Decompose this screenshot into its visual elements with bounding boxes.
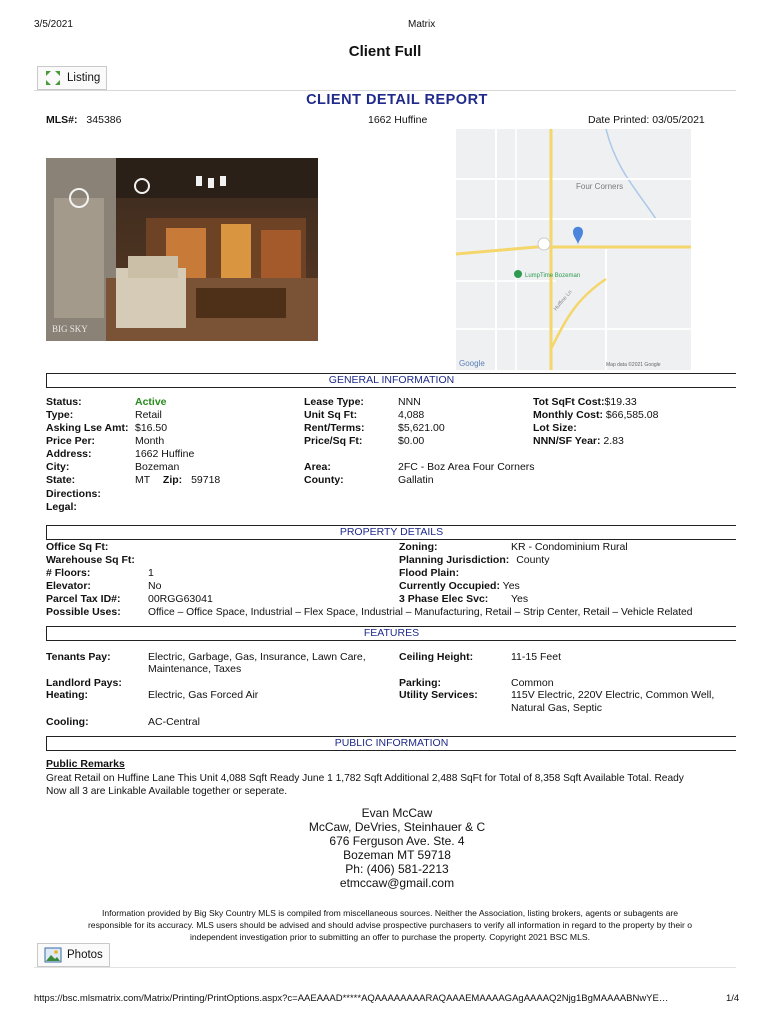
page-title: Client Full <box>348 43 422 60</box>
field-label: Monthly Cost: <box>533 409 603 421</box>
mls-number <box>46 114 121 126</box>
location-map[interactable] <box>456 129 691 370</box>
photos-button-label: Photos <box>67 949 103 961</box>
field-label: Zoning: <box>399 541 438 553</box>
field-value: Gallatin <box>398 474 434 486</box>
field-value: $0.00 <box>398 435 425 447</box>
field-value: KR - Condominium Rural <box>511 541 628 553</box>
field-value: $5,621.00 <box>398 422 445 434</box>
field-label: Directions: <box>46 488 101 500</box>
field-value: $16.50 <box>135 422 168 434</box>
mls-value: 345386 <box>86 114 122 126</box>
disclaimer-text: Information provided by Big Sky Country MLS is compiled from miscellaneous sources. Neither the Association, listing brokers, agents or subagents are <box>101 908 679 918</box>
field-value: 00RGG63041 <box>148 593 213 605</box>
state-value: MT <box>135 474 150 486</box>
map-attribution: Map data ©2021 Google <box>606 362 661 368</box>
field-value <box>135 474 220 487</box>
image-icon <box>44 947 62 963</box>
field-label: Lot Size: <box>533 422 577 434</box>
listing-photo[interactable] <box>46 158 318 341</box>
public-remarks-text: Now all 3 are Linkable Available together or seperate. <box>46 786 288 797</box>
ceiling-height-label: Ceiling Height: <box>399 651 474 663</box>
mls-label: MLS#: <box>46 114 78 126</box>
field-label: # Floors: <box>46 567 91 579</box>
footer-url: https://bsc.mlsmatrix.com/Matrix/Printing/PrintOptions.aspx?c=AAEAAAD*****AQAAAAAAAARAQAAAEMAAAAGAgAAAAQ2Njg1BgMAAAABNwYE… <box>34 993 669 1004</box>
section-public-information: PUBLIC INFORMATION <box>46 736 736 751</box>
field-label: Area: <box>304 461 331 473</box>
disclaimer-text: independent investigation prior to submitting an offer to purchase the property. Copyright 2021 BSC MLS. <box>189 932 590 942</box>
zip-label: Zip: <box>162 474 183 486</box>
field-label: NNN/SF Year: <box>533 435 601 447</box>
field-value: 1 <box>148 567 154 579</box>
agent-company: McCaw, DeVries, Steinhauer & C <box>308 820 486 834</box>
possible-uses-value: Office – Office Space, Industrial – Flex Space, Industrial – Manufacturing, Retail – Strip Center, Retail – Vehicle Related <box>148 607 693 618</box>
field-value: 1662 Huffine <box>135 448 195 460</box>
agent-city: Bozeman MT 59718 <box>343 848 451 862</box>
zip-value: 59718 <box>191 474 221 486</box>
map-road-label: Huffine Ln <box>552 289 574 313</box>
print-date: 3/5/2021 <box>34 19 73 30</box>
photo-watermark: BIG SKY <box>52 324 88 334</box>
utility-services-label: Utility Services: <box>399 689 478 701</box>
possible-uses-label: Possible Uses: <box>46 606 121 618</box>
field-value: $66,585.08 <box>605 409 659 421</box>
expand-icon <box>44 69 62 87</box>
field-value: 2FC - Boz Area Four Corners <box>398 461 535 473</box>
map-place-label: Four Corners <box>576 182 624 191</box>
agent-name: Evan McCaw <box>361 806 433 820</box>
field-label: Currently Occupied: <box>399 580 500 592</box>
field-label: Lease Type: <box>304 396 364 408</box>
print-title: Matrix <box>408 19 436 30</box>
tenants-pay-value: Maintenance, Taxes <box>148 663 242 675</box>
field-label: Legal: <box>46 501 77 513</box>
field-label: Office Sq Ft: <box>46 541 109 553</box>
field-label: Rent/Terms: <box>304 422 365 434</box>
footer-page-number: 1/4 <box>726 993 740 1004</box>
field-label: City: <box>46 461 70 473</box>
tenants-pay-value: Electric, Garbage, Gas, Insurance, Lawn Care, <box>148 651 366 663</box>
date-printed: Date Printed: 03/05/2021 <box>588 114 705 126</box>
field-value: Month <box>135 435 165 447</box>
map-logo: Google <box>459 359 485 368</box>
listing-address: 1662 Huffine <box>368 114 428 126</box>
field-value: $19.33 <box>604 396 637 408</box>
listing-tab-label: Listing <box>67 72 101 84</box>
field-label: 3 Phase Elec Svc: <box>399 593 489 605</box>
section-property-details: PROPERTY DETAILS <box>46 525 736 540</box>
public-remarks-text: Great Retail on Huffine Lane This Unit 4,088 Sqft Ready June 1 1,782 Sqft Additional 2,488 SqFt for Total of 8,358 Sqft Available Total. Ready <box>46 773 684 784</box>
status-badge: Active <box>135 396 167 408</box>
field-value: 2.83 <box>603 435 624 447</box>
heating-value: Electric, Gas Forced Air <box>148 689 259 701</box>
report-title: CLIENT DETAIL REPORT <box>306 92 488 108</box>
photos-button[interactable] <box>37 943 110 967</box>
field-label: Planning Jurisdiction: <box>399 554 510 566</box>
field-label: County: <box>304 474 344 486</box>
field-value: 4,088 <box>398 409 425 421</box>
utility-services-value: Natural Gas, Septic <box>511 702 603 714</box>
section-features: FEATURES <box>46 626 736 641</box>
divider <box>34 967 736 968</box>
field-label: Price Per: <box>46 435 96 447</box>
agent-street: 676 Ferguson Ave. Ste. 4 <box>329 834 465 848</box>
agent-email[interactable]: etmccaw@gmail.com <box>339 876 455 890</box>
field-label: Price/Sq Ft: <box>304 435 363 447</box>
field-label: Asking Lse Amt: <box>46 422 129 434</box>
field-value: Retail <box>135 409 162 421</box>
disclaimer-text: responsible for its accuracy. MLS users should be advised and should advise prospective purchasers to verify all information in regard to the property by their o <box>87 920 693 930</box>
field-label: Parcel Tax ID#: <box>46 593 121 605</box>
field-value: County <box>516 554 550 566</box>
ceiling-height-value: 11-15 Feet <box>511 651 562 663</box>
field-label: Type: <box>46 409 74 421</box>
field-label: Unit Sq Ft: <box>304 409 358 421</box>
cooling-label: Cooling: <box>46 716 89 728</box>
utility-services-value: 115V Electric, 220V Electric, Common Well, <box>511 689 715 701</box>
section-general-information: GENERAL INFORMATION <box>46 373 736 388</box>
field-label: Warehouse Sq Ft: <box>46 554 135 566</box>
public-remarks-title: Public Remarks <box>46 758 125 770</box>
field-value: Yes <box>511 593 529 605</box>
divider <box>34 90 736 91</box>
agent-phone: Ph: (406) 581-2213 <box>345 862 449 876</box>
field-label: Address: <box>46 448 92 460</box>
parking-value: Common <box>511 677 554 689</box>
field-label: Tot SqFt Cost: <box>533 396 605 408</box>
field-value: NNN <box>398 396 421 408</box>
field-label: State: <box>46 474 76 486</box>
field-value: Yes <box>502 580 520 592</box>
heating-label: Heating: <box>46 689 88 701</box>
field-label: Elevator: <box>46 580 91 592</box>
field-label: Flood Plain: <box>399 567 460 579</box>
listing-tab[interactable] <box>37 66 107 90</box>
parking-label: Parking: <box>399 677 442 689</box>
field-value: No <box>148 580 162 592</box>
field-label: Status: <box>46 396 82 408</box>
field-value: Bozeman <box>135 461 180 473</box>
cooling-value: AC-Central <box>148 716 200 728</box>
map-poi-label: LumpTime Bozeman <box>525 273 581 279</box>
tenants-pay-label: Tenants Pay: <box>46 651 111 663</box>
landlord-pays-label: Landlord Pays: <box>46 677 122 689</box>
